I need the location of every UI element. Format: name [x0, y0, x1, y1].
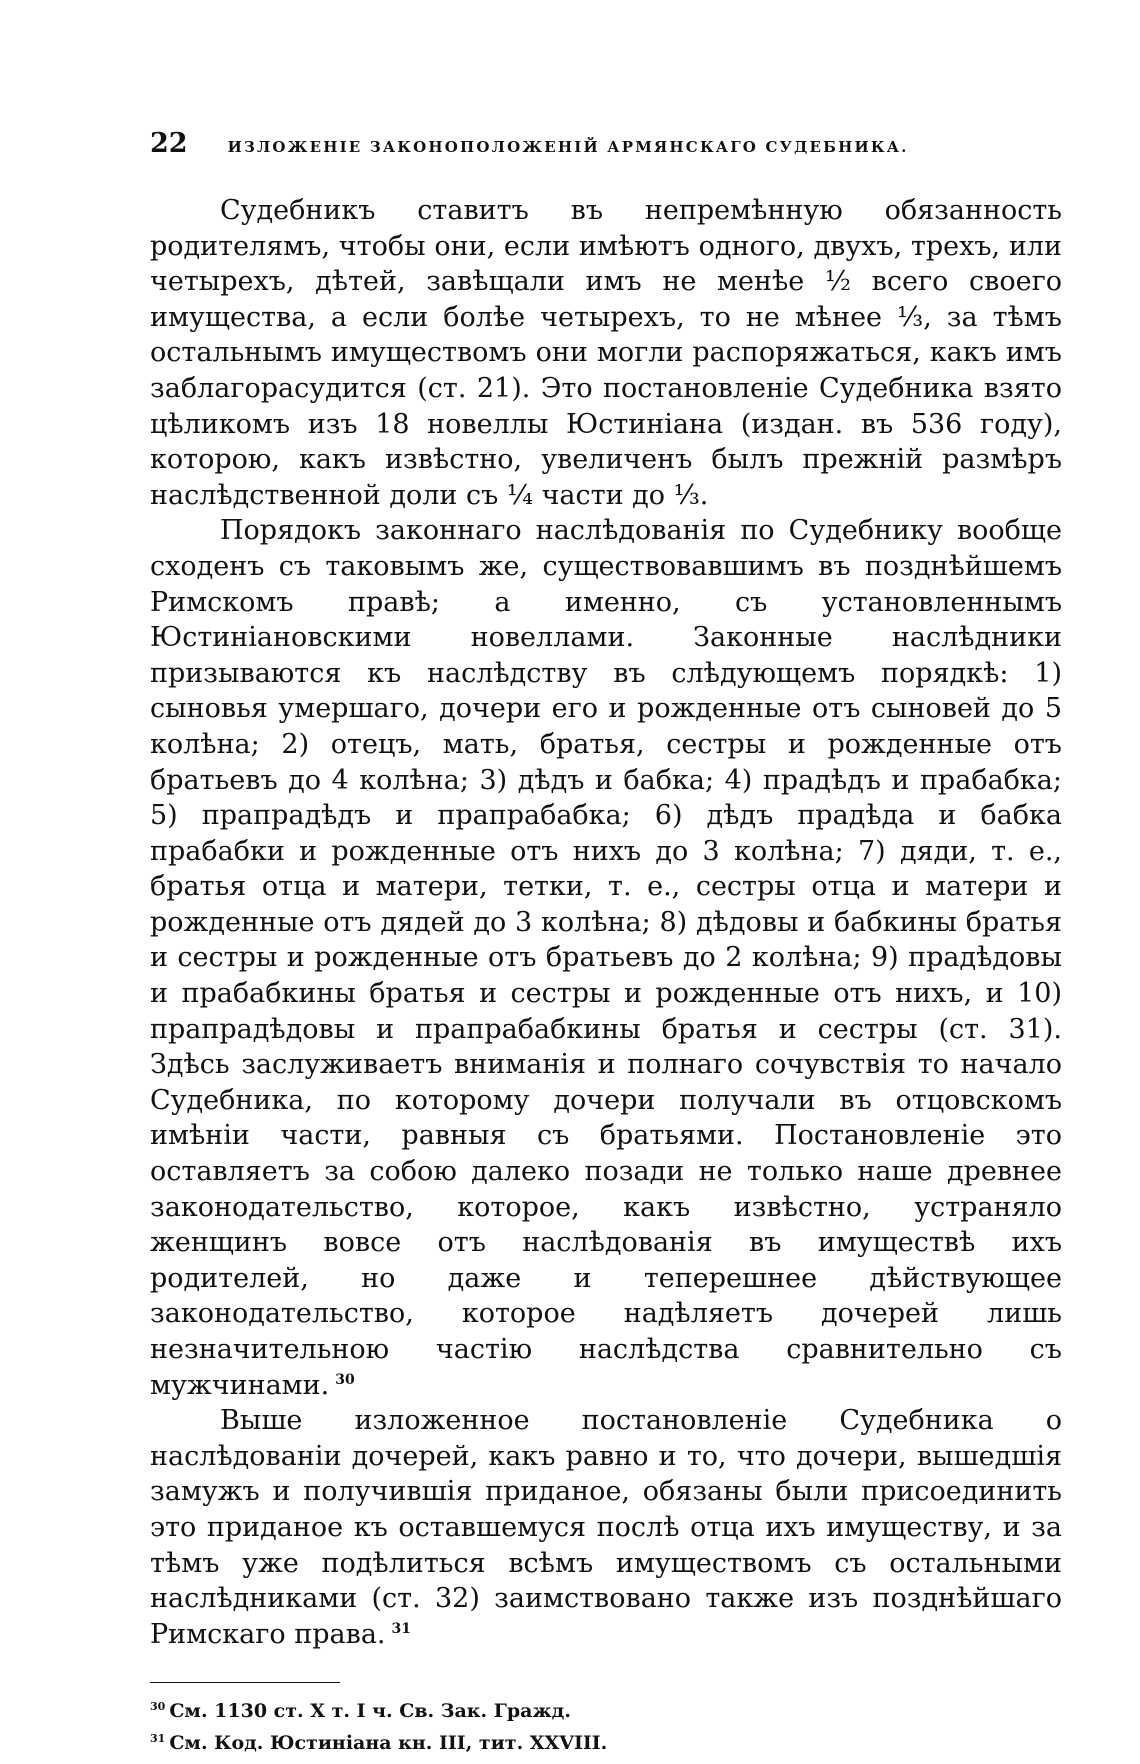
footnote-number: 31	[150, 1732, 166, 1746]
footnote-ref: 31	[391, 1620, 411, 1637]
page-number: 22	[150, 128, 188, 159]
footnote-divider	[150, 1682, 340, 1683]
document-page	[150, 128, 1062, 1759]
running-head: ИЗЛОЖЕНІЕ ЗАКОНОПОЛОЖЕНІЙ АРМЯНСКАГО СУДЕБНИКА.	[227, 138, 909, 156]
paragraph-text: Выше изложенное постановленіе Судебника о наслѣдованіи дочерей, какъ равно и то, что дочери, вышедшія замужъ и получившія приданое, обязаны были присоединить это приданое къ оставшемуся послѣ отца ихъ имуществу, и за тѣмъ уже подѣлиться всѣмъ имуществомъ съ остальными наслѣдниками (ст. 32) заимствовано также изъ позднѣйшаго Римскаго права.	[150, 1405, 1062, 1650]
footnote-text: См. Код. Юстиніана кн. III, тит. XXVIII.	[169, 1732, 608, 1755]
paragraph-text: Судебникъ ставитъ въ непремѣнную обязанность родителямъ, чтобы они, если имѣютъ одного, двухъ, трехъ, или четырехъ, дѣтей, завѣщали имъ не менѣе ½ всего своего имущества, а если болѣе четырехъ, то не мѣнее ⅓, за тѣмъ остальнымъ имуществомъ они могли распоряжаться, какъ имъ заблагорасудится (ст. 21). Это постановленіе Судебника взято цѣликомъ изъ 18 новеллы Юстиніана (издан. въ 536 году), которою, какъ извѣстно, увеличенъ былъ прежній размѣръ наслѣдственной доли съ ¼ части до ⅓.	[150, 195, 1062, 511]
paragraph-text: Порядокъ законнаго наслѣдованія по Судебнику вообще сходенъ съ таковымъ же, существовавшимъ въ позднѣйшемъ Римскомъ правѣ; а именно, съ установленнымъ Юстиніановскими новеллами. Законные наслѣдники призываются къ наслѣдству въ слѣдующемъ порядкѣ: 1) сыновья умершаго, дочери его и рожденные отъ сыновей до 5 колѣна; 2) отецъ, мать, братья, сестры и рожденные отъ братьевъ до 4 колѣна; 3) дѣдъ и бабка; 4) прадѣдъ и прабабка; 5) прапрадѣдъ и прапрабабка; 6) дѣдъ прадѣда и бабка прабабки и рожденные отъ нихъ до 3 колѣна; 7) дяди, т. е., братья отца и матери, тетки, т. е., сестры отца и матери и рожденные отъ дядей до 3 колѣна; 8) дѣдовы и бабкины братья и сестры и рожденные отъ братьевъ до 2 колѣна; 9) прадѣдовы и прабабкины братья и сестры и рожденные отъ нихъ, и 10) прапрадѣдовы и прапрабабкины братья и сестры (ст. 31). Здѣсь заслуживаетъ вниманія и полнаго сочувствія то начало Судебника, по которому дочери получали въ отцовскомъ имѣніи части, равныя съ братьями. Постановленіе это оставляетъ за собою далеко позади не только наше древнее законодательство, которое, какъ извѣстно, устраняло женщинъ вовсе отъ наслѣдованія въ имуществѣ ихъ родителей, но даже и теперешнее дѣйствующее законодательство, которое надѣляетъ дочерей лишь незначительною частію наслѣдства сравнительно съ мужчинами.	[150, 515, 1062, 1401]
footnote-text: См. 1130 ст. X т. I ч. Св. Зак. Гражд.	[169, 1700, 571, 1723]
paragraph	[150, 1403, 1062, 1652]
paragraph	[150, 193, 1062, 513]
footnote-number: 30	[150, 1700, 166, 1714]
body-text	[150, 193, 1062, 1652]
page-header	[150, 128, 1062, 159]
footnote	[150, 1727, 1062, 1759]
footnote-ref: 30	[335, 1371, 355, 1388]
footnote	[150, 1695, 1062, 1727]
footnotes	[150, 1695, 1062, 1759]
paragraph	[150, 513, 1062, 1403]
